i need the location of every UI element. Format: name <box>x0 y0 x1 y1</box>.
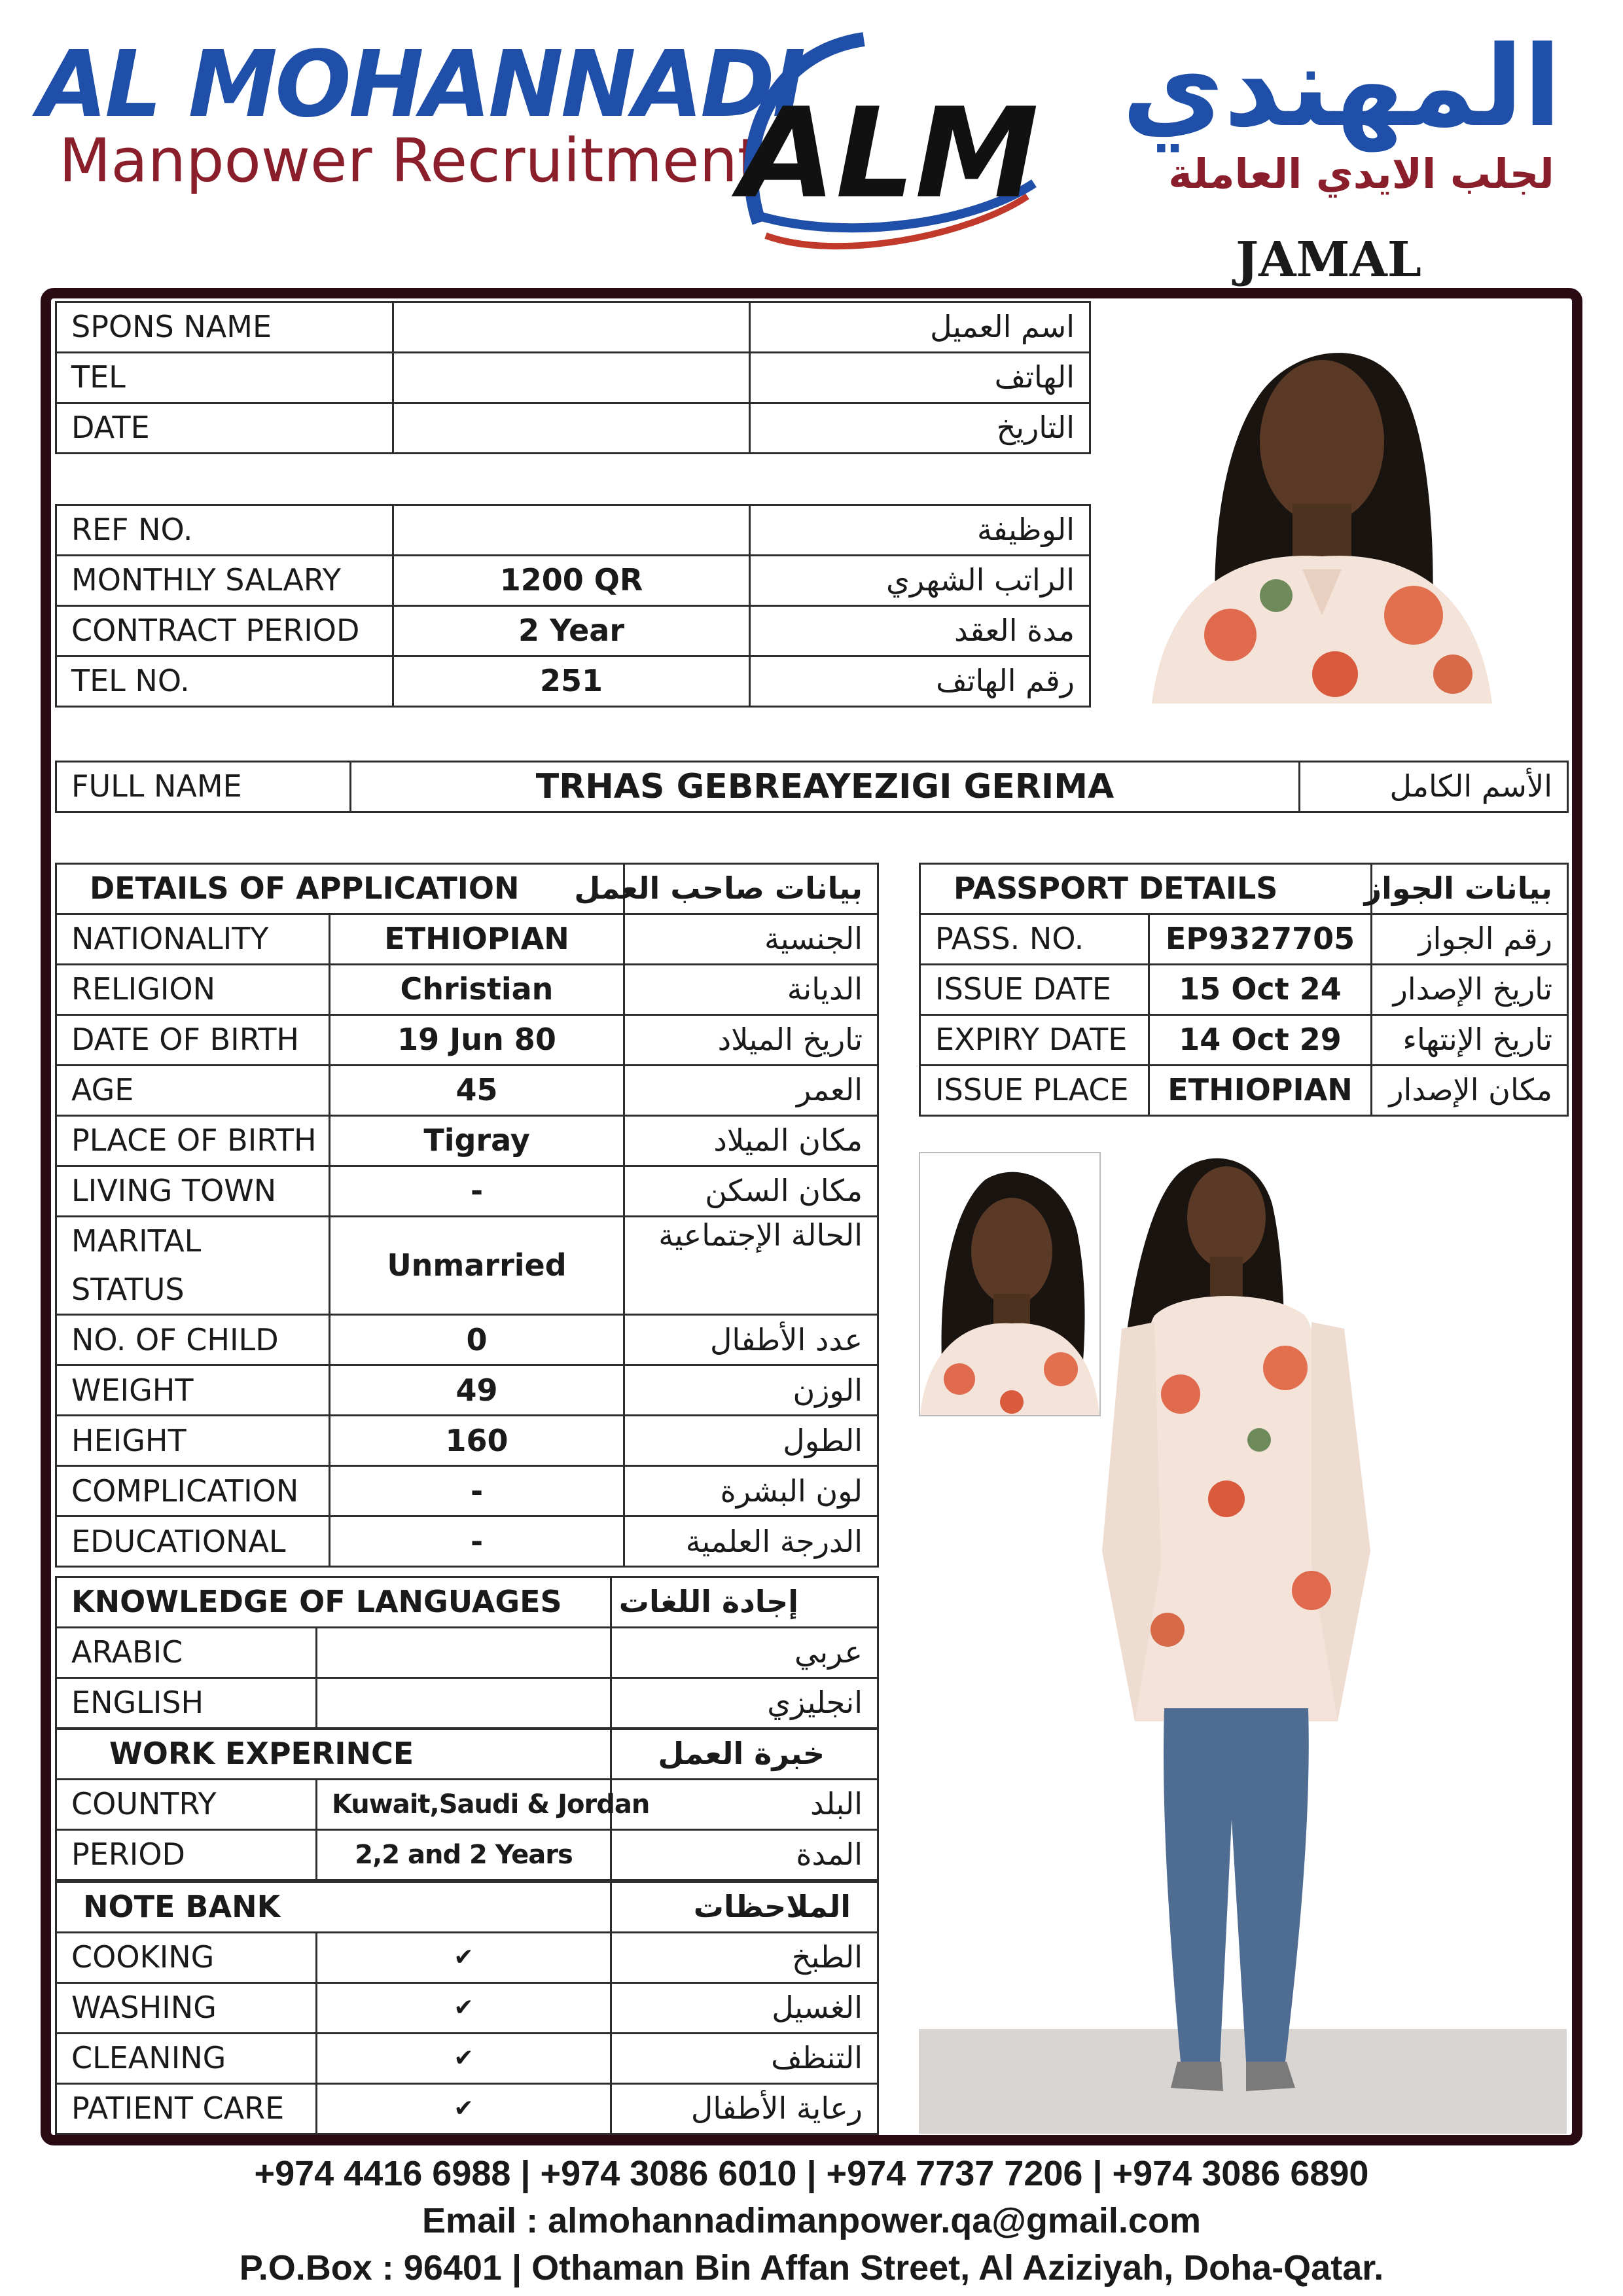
row-arabic-label: المدة <box>611 1830 878 1880</box>
row-label: COUNTRY <box>56 1780 317 1830</box>
row-arabic-label: الديانة <box>624 965 878 1015</box>
row-value <box>393 353 750 403</box>
row-value <box>393 302 750 353</box>
row-value: ✔ <box>317 1933 611 1983</box>
row-arabic-label: البلد <box>611 1780 878 1830</box>
row-value: 1200 QR <box>393 556 750 606</box>
row-arabic-label: مكان الميلاد <box>624 1116 878 1166</box>
row-value <box>393 403 750 454</box>
row-label: RELIGION <box>56 965 330 1015</box>
row-label: LIVING TOWN <box>56 1166 330 1217</box>
row-arabic-label: رعاية الأطفال <box>611 2084 878 2134</box>
row-arabic-label: لون البشرة <box>624 1466 878 1516</box>
row-arabic-label: رقم الهاتف <box>750 656 1090 707</box>
languages-table <box>55 1576 879 1729</box>
row-value <box>317 1628 611 1678</box>
full-body-photo <box>919 1132 1567 2134</box>
table-row <box>56 1678 878 1729</box>
row-arabic-label: اسم العميل <box>750 302 1090 353</box>
row-value: Christian <box>330 965 624 1015</box>
row-value: - <box>330 1516 624 1567</box>
job-table <box>55 504 1091 708</box>
note-bank-heading: NOTE BANK <box>56 1882 611 1933</box>
row-label: PATIENT CARE <box>56 2084 317 2134</box>
row-value: Kuwait,Saudi & Jordan <box>317 1780 611 1830</box>
row-label: NATIONALITY <box>56 914 330 965</box>
row-value: 19 Jun 80 <box>330 1015 624 1066</box>
application-table <box>55 863 879 1568</box>
table-row <box>56 1066 878 1116</box>
row-arabic-label: عربي <box>611 1628 878 1678</box>
table-row <box>56 2034 878 2084</box>
row-value: Unmarried <box>330 1217 624 1315</box>
table-row <box>56 914 878 965</box>
row-arabic-label: الجنسية <box>624 914 878 965</box>
company-tagline-arabic: لجلب الايدي العاملة <box>1168 150 1554 198</box>
table-row <box>56 656 1090 707</box>
footer-email[interactable]: Email : almohannadimanpower.qa@gmail.com <box>422 2201 1201 2240</box>
row-arabic-label: الحالة الإجتماعية <box>624 1217 878 1315</box>
passport-table <box>919 863 1569 1117</box>
table-row <box>56 1983 878 2034</box>
row-label: PERIOD <box>56 1830 317 1880</box>
row-label: HEIGHT <box>56 1416 330 1466</box>
row-value: 45 <box>330 1066 624 1116</box>
row-value: ✔ <box>317 1983 611 2034</box>
row-value: 14 Oct 29 <box>1149 1015 1372 1066</box>
row-arabic-label: الراتب الشهري <box>750 556 1090 606</box>
table-row <box>56 1416 878 1466</box>
table-row <box>56 353 1090 403</box>
full-name-arabic: الأسم الكامل <box>1300 762 1568 812</box>
row-value: 160 <box>330 1416 624 1466</box>
row-arabic-label: التاريخ <box>750 403 1090 454</box>
row-arabic-label: مكان الإصدار <box>1372 1066 1568 1116</box>
row-label: ARABIC <box>56 1628 317 1678</box>
table-row <box>56 1830 878 1880</box>
row-label: DATE <box>56 403 393 454</box>
table-row <box>56 965 878 1015</box>
table-row <box>56 1116 878 1166</box>
table-row <box>56 505 1090 556</box>
row-label: PASS. NO. <box>920 914 1149 965</box>
row-label: TEL NO. <box>56 656 393 707</box>
application-heading-arabic: بيانات صاحب العمل <box>624 864 878 914</box>
row-value: ETHIOPIAN <box>1149 1066 1372 1116</box>
table-row <box>56 403 1090 454</box>
row-label: EXPIRY DATE <box>920 1015 1149 1066</box>
row-value: 2 Year <box>393 606 750 656</box>
table-row <box>56 1315 878 1365</box>
row-value: - <box>330 1466 624 1516</box>
row-label: COMPLICATION <box>56 1466 330 1516</box>
row-arabic-label: انجليزي <box>611 1678 878 1729</box>
row-value: 0 <box>330 1315 624 1365</box>
row-label: EDUCATIONAL <box>56 1516 330 1567</box>
table-row <box>920 965 1568 1015</box>
table-row <box>920 1066 1568 1116</box>
footer-phones: +974 4416 6988 | +974 3086 6010 | +974 7737 7206 | +974 3086 6890 <box>254 2154 1369 2193</box>
row-value: 15 Oct 24 <box>1149 965 1372 1015</box>
work-experience-heading-arabic: خبرة العمل <box>611 1729 878 1780</box>
table-row <box>56 1015 878 1066</box>
row-value: 2,2 and 2 Years <box>317 1830 611 1880</box>
passport-heading-arabic: بيانات الجواز <box>1372 864 1568 914</box>
languages-heading: KNOWLEDGE OF LANGUAGES <box>56 1577 611 1628</box>
alm-logo <box>720 26 1060 249</box>
row-arabic-label: الدرجة العلمية <box>624 1516 878 1567</box>
row-value: EP9327705 <box>1149 914 1372 965</box>
row-value: ✔ <box>317 2084 611 2134</box>
table-row <box>56 1780 878 1830</box>
table-row <box>920 914 1568 965</box>
languages-heading-arabic: إجادة اللغات <box>611 1577 878 1628</box>
row-label: COOKING <box>56 1933 317 1983</box>
full-name-label: FULL NAME <box>56 762 351 812</box>
row-label: AGE <box>56 1066 330 1116</box>
row-value: 251 <box>393 656 750 707</box>
portrait-photo <box>1126 308 1505 704</box>
note-bank-heading-arabic: الملاحظات <box>611 1882 878 1933</box>
table-row <box>920 1015 1568 1066</box>
row-value <box>317 1678 611 1729</box>
row-label: PLACE OF BIRTH <box>56 1116 330 1166</box>
table-row <box>56 606 1090 656</box>
row-arabic-label: الوزن <box>624 1365 878 1416</box>
row-label: SPONS NAME <box>56 302 393 353</box>
passport-heading: PASSPORT DETAILS <box>920 864 1372 914</box>
row-arabic-label: تاريخ الإصدار <box>1372 965 1568 1015</box>
row-arabic-label: الطبخ <box>611 1933 878 1983</box>
row-label: REF NO. <box>56 505 393 556</box>
table-row <box>56 556 1090 606</box>
row-arabic-label: تاريخ الإنتهاء <box>1372 1015 1568 1066</box>
row-label: WASHING <box>56 1983 317 2034</box>
table-row <box>56 1516 878 1567</box>
company-tagline-english: Manpower Recruitment <box>59 126 762 196</box>
table-row <box>56 1933 878 1983</box>
full-name-value: TRHAS GEBREAYEZIGI GERIMA <box>351 762 1300 812</box>
row-label: ENGLISH <box>56 1678 317 1729</box>
table-row <box>56 1628 878 1678</box>
table-row <box>56 302 1090 353</box>
table-row <box>56 1217 878 1315</box>
row-arabic-label: عدد الأطفال <box>624 1315 878 1365</box>
table-row <box>56 1466 878 1516</box>
footer-address: P.O.Box : 96401 | Othaman Bin Affan Street, Al Aziziyah, Doha-Qatar. <box>239 2248 1384 2287</box>
table-row <box>56 2084 878 2134</box>
company-name-arabic: المهندي <box>1122 22 1561 152</box>
row-value: - <box>330 1166 624 1217</box>
row-arabic-label: مكان السكن <box>624 1166 878 1217</box>
row-label: DATE OF BIRTH <box>56 1015 330 1066</box>
row-label: MONTHLY SALARY <box>56 556 393 606</box>
row-value <box>393 505 750 556</box>
row-label: CLEANING <box>56 2034 317 2084</box>
row-label: ISSUE DATE <box>920 965 1149 1015</box>
agent-name: JAMAL <box>1236 232 1421 288</box>
row-value: ✔ <box>317 2034 611 2084</box>
row-value: 49 <box>330 1365 624 1416</box>
table-row <box>56 1166 878 1217</box>
alm-logo-text: ALM <box>740 81 1039 226</box>
company-name-english: AL MOHANNADI <box>38 31 804 138</box>
application-heading: DETAILS OF APPLICATION <box>56 864 624 914</box>
row-label: NO. OF CHILD <box>56 1315 330 1365</box>
row-arabic-label: رقم الجواز <box>1372 914 1568 965</box>
work-experience-table <box>55 1728 879 1881</box>
row-arabic-label: تاريخ الميلاد <box>624 1015 878 1066</box>
row-label: CONTRACT PERIOD <box>56 606 393 656</box>
row-arabic-label: العمر <box>624 1066 878 1116</box>
table-row <box>56 1365 878 1416</box>
note-bank-table <box>55 1881 879 2135</box>
row-value: Tigray <box>330 1116 624 1166</box>
row-arabic-label: الهاتف <box>750 353 1090 403</box>
row-arabic-label: الطول <box>624 1416 878 1466</box>
row-label: ISSUE PLACE <box>920 1066 1149 1116</box>
row-label: MARITAL STATUS <box>56 1217 330 1315</box>
row-arabic-label: الغسيل <box>611 1983 878 2034</box>
row-label: WEIGHT <box>56 1365 330 1416</box>
row-value: ETHIOPIAN <box>330 914 624 965</box>
row-label: TEL <box>56 353 393 403</box>
row-arabic-label: الوظيفة <box>750 505 1090 556</box>
row-arabic-label: مدة العقد <box>750 606 1090 656</box>
full-name-table <box>55 761 1569 813</box>
row-arabic-label: التنظف <box>611 2034 878 2084</box>
sponsor-table <box>55 301 1091 454</box>
work-experience-heading: WORK EXPERINCE <box>56 1729 611 1780</box>
